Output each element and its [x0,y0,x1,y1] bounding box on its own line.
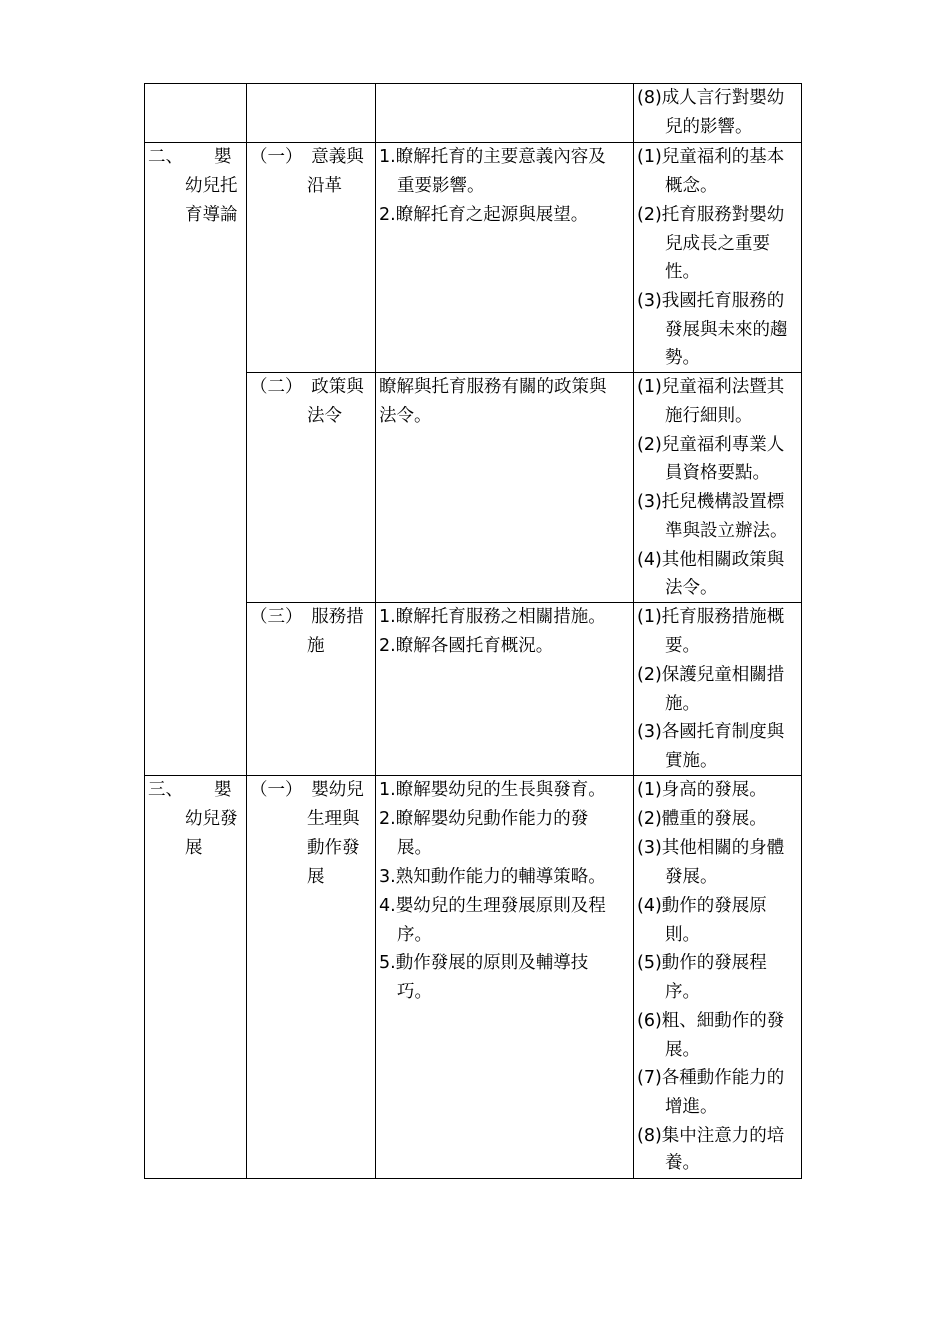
content-item: (4)其他相關政策與 [637,550,785,570]
content-item: 養。 [665,1153,700,1173]
unit-title: 育導論 [185,205,238,225]
unit-number: 三、 [148,780,183,800]
objective-item: 展。 [397,838,432,858]
column-divider [246,83,247,1179]
topic-label: 展 [307,867,325,887]
unit-title: 嬰 [214,780,232,800]
objective-item: 3.熟知動作能力的輔導策略。 [379,867,606,887]
objective-item: 法令。 [379,406,432,426]
unit-title: 幼兒托 [185,176,238,196]
content-item: 員資格要點。 [665,463,770,483]
content-item: (4)動作的發展原 [637,896,767,916]
content-item: 要。 [665,636,700,656]
unit-title: 嬰 [214,147,232,167]
content-item: (2)體重的發展。 [637,809,767,829]
topic-label: （一） 嬰幼兒 [250,780,364,800]
table-bottom-border [144,1178,802,1179]
table-right-border [801,83,802,1179]
content-item: 性。 [665,262,700,282]
objective-item: 5.動作發展的原則及輔導技 [379,953,589,973]
content-item: 概念。 [665,176,718,196]
content-item: 增進。 [665,1097,718,1117]
content-item: 兒成長之重要 [665,234,770,254]
objective-item: 1.瞭解嬰幼兒的生長與發育。 [379,780,606,800]
topic-label: （二） 政策與 [250,377,364,397]
unit-title: 展 [185,838,203,858]
topic-label: 沿革 [307,176,342,196]
topic-label: 生理與 [307,809,360,829]
curriculum-table [144,83,802,1179]
content-item: (2)托育服務對嬰幼 [637,205,785,225]
topic-label: （三） 服務措 [250,607,364,627]
objective-item: 瞭解與托育服務有關的政策與 [379,377,607,397]
content-item: (1)托育服務措施概 [637,607,785,627]
content-item: (2)保護兒童相關措 [637,665,785,685]
content-item: 展。 [665,1040,700,1060]
content-item: 實施。 [665,751,718,771]
content-item: (1)兒童福利法暨其 [637,377,785,397]
topic-label: 法令 [307,406,342,426]
objective-item: 4.嬰幼兒的生理發展原則及程 [379,896,606,916]
topic-label: 動作發 [307,838,360,858]
content-item: 發展。 [665,867,718,887]
objective-item: 序。 [397,925,432,945]
content-item: (1)身高的發展。 [637,780,767,800]
content-item: 兒的影響。 [665,117,753,137]
objective-item: 1.瞭解托育服務之相關措施。 [379,607,606,627]
content-item: (7)各種動作能力的 [637,1068,785,1088]
content-item: (3)我國托育服務的 [637,291,785,311]
unit-number: 二、 [148,147,183,167]
unit-title: 幼兒發 [185,809,238,829]
content-item: 序。 [665,982,700,1002]
content-item: 施。 [665,694,700,714]
content-item: 法令。 [665,578,718,598]
column-divider [633,83,634,1179]
content-item: 則。 [665,925,700,945]
objective-item: 巧。 [397,982,432,1002]
content-item: (8)成人言行對嬰幼 [637,88,785,108]
objective-item: 2.瞭解嬰幼兒動作能力的發 [379,809,589,829]
objective-item: 1.瞭解托育的主要意義內容及 [379,147,606,167]
objective-item: 2.瞭解各國托育概況。 [379,636,554,656]
content-item: (5)動作的發展程 [637,953,767,973]
content-item: (8)集中注意力的培 [637,1126,785,1146]
content-item: (2)兒童福利專業人 [637,435,785,455]
content-item: (3)托兒機構設置標 [637,492,785,512]
content-item: (3)其他相關的身體 [637,838,785,858]
table-left-border [144,83,145,1179]
column-divider [375,83,376,1179]
content-item: 勢。 [665,348,700,368]
content-item: 施行細則。 [665,406,753,426]
content-item: 發展與未來的趨 [665,320,788,340]
content-item: (6)粗、細動作的發 [637,1011,785,1031]
content-item: (1)兒童福利的基本 [637,147,785,167]
content-item: (3)各國托育制度與 [637,722,785,742]
content-item: 準與設立辦法。 [665,521,788,541]
topic-label: 施 [307,636,325,656]
objective-item: 2.瞭解托育之起源與展望。 [379,205,589,225]
topic-label: （一） 意義與 [250,147,364,167]
objective-item: 重要影響。 [397,176,485,196]
